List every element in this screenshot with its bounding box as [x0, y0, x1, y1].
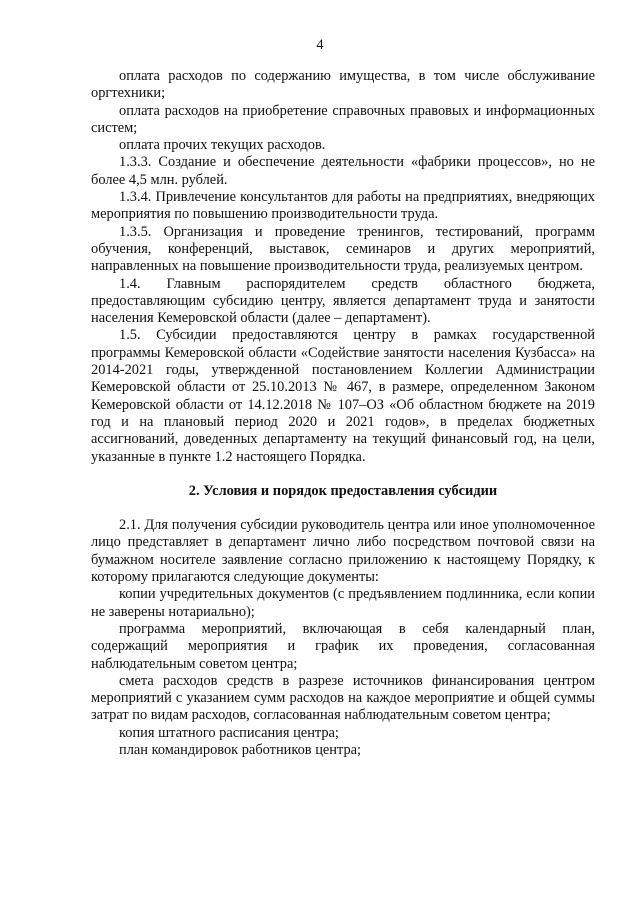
paragraph: 1.4. Главным распорядителем средств областного бюджета, предоставляющим субсидию центру, является департамент труда и занятости населения Кемеровской области (далее – департамент).: [91, 275, 595, 327]
section-heading: 2. Условия и порядок предоставления субсидии: [188, 482, 498, 499]
page-number: 4: [316, 37, 324, 53]
paragraph: оплата прочих текущих расходов.: [119, 137, 326, 154]
paragraph: 2.1. Для получения субсидии руководитель центра или иное уполномоченное лицо представляет в департамент лично либо посредством почтовой связи на бумажном носителе заявление согласно приложению к настоящему Порядку, к которому прилагаются следующие документы:: [91, 517, 595, 586]
paragraph: оплата расходов на приобретение справочных правовых и информационных систем;: [91, 102, 595, 136]
paragraph: 1.3.4. Привлечение консультантов для работы на предприятиях, внедряющих мероприятия по повышению производительности труда.: [91, 189, 595, 223]
paragraph: оплата расходов по содержанию имущества, в том числе обслуживание оргтехники;: [91, 68, 595, 102]
paragraph: копия штатного расписания центра;: [119, 724, 339, 741]
paragraph: 1.3.5. Организация и проведение тренингов, тестирований, программ обучения, конференций, выставок, семинаров и других мероприятий, направленных на повышение производительности труда, реализуемых центром.: [91, 223, 595, 275]
paragraph: копии учредительных документов (с предъявлением подлинника, если копии не заверены нотариально);: [91, 586, 595, 620]
paragraph: план командировок работников центра;: [119, 741, 362, 758]
paragraph: 1.5. Субсидии предоставляются центру в рамках государственной программы Кемеровской области «Содействие занятости населения Кузбасса» на 2014-2021 годы, утвержденной постановлением Коллегии Администрации Кемеровской области от 25.10.2013 № 467, в размере, определенном Законом Кемеровской области от 14.12.2018 № 107–ОЗ «Об областном бюджете на 2019 год и на плановый период 2020 и 2021 годов», в пределах бюджетных ассигнований, доведенных департаменту на текущий финансовый год, на цели, указанные в пункте 1.2 настоящего Порядка.: [91, 327, 595, 465]
document-body: [91, 68, 595, 759]
paragraph: смета расходов средств в разрезе источников финансирования центром мероприятий с указанием сумм расходов на каждое мероприятие и общей суммы затрат по видам расходов, согласованная наблюдательным советом центра;: [91, 672, 595, 724]
paragraph: 1.3.3. Создание и обеспечение деятельности «фабрики процессов», но не более 4,5 млн. рублей.: [91, 154, 595, 188]
paragraph: программа мероприятий, включающая в себя календарный план, содержащий мероприятия и график их проведения, согласованная наблюдательным советом центра;: [91, 620, 595, 672]
